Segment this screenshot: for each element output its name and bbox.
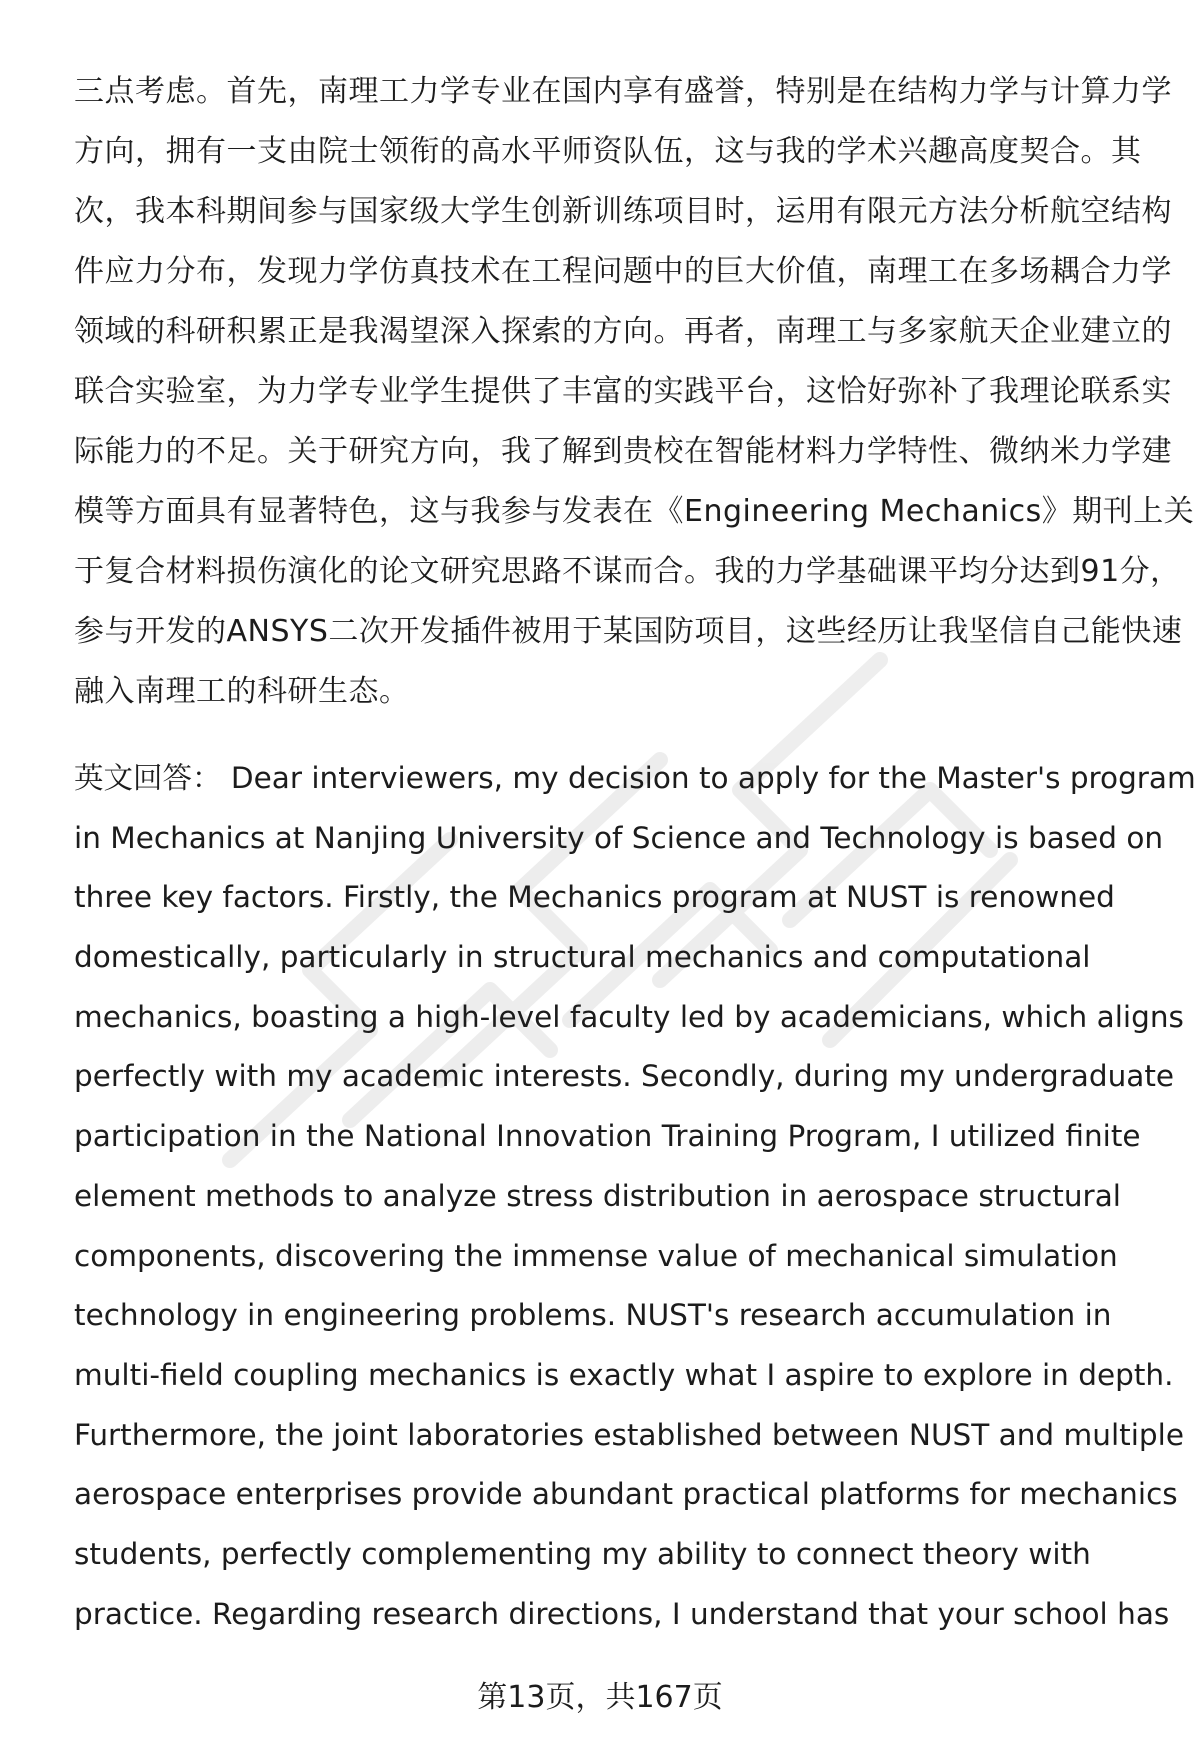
en-text-line: aerospace enterprises provide abundant practical platforms for mechanics — [74, 1477, 1178, 1512]
en-text-line: practice. Regarding research directions, I understand that your school has — [74, 1596, 1170, 1631]
en-text-line: students, perfectly complementing my ability to connect theory with — [74, 1536, 1091, 1571]
document-body — [74, 62, 1196, 1644]
en-text-line: components, discovering the immense value of mechanical simulation — [74, 1238, 1118, 1273]
en-text-line: participation in the National Innovation Training Program, I utilized finite — [74, 1119, 1141, 1154]
english-answer-paragraph — [74, 749, 1196, 1644]
cn-text-line: 际能力的不足。关于研究方向，我了解到贵校在智能材料力学特性、微纳米力学建 — [74, 434, 1172, 469]
cn-text-line: 次，我本科期间参与国家级大学生创新训练项目时，运用有限元方法分析航空结构 — [74, 194, 1172, 229]
en-text-line: in Mechanics at Nanjing University of Science and Technology is based on — [74, 820, 1164, 855]
en-text-line: element methods to analyze stress distribution in aerospace structural — [74, 1178, 1121, 1213]
cn-text-line: 件应力分布，发现力学仿真技术在工程问题中的巨大价值，南理工在多场耦合力学 — [74, 254, 1172, 289]
en-text-line: mechanics, boasting a high-level faculty led by academicians, which aligns — [74, 999, 1184, 1034]
cn-text-line: 联合实验室，为力学专业学生提供了丰富的实践平台，这恰好弥补了我理论联系实 — [74, 374, 1172, 409]
en-text-line: Furthermore, the joint laboratories established between NUST and multiple — [74, 1417, 1184, 1452]
en-text-line: multi-field coupling mechanics is exactly what I aspire to explore in depth. — [74, 1357, 1174, 1392]
en-text-line: 英文回答： Dear interviewers, my decision to apply for the Master's program — [74, 761, 1196, 795]
en-text-line: perfectly with my academic interests. Secondly, during my undergraduate — [74, 1059, 1175, 1094]
cn-text-line: 参与开发的ANSYS二次开发插件被用于某国防项目，这些经历让我坚信自己能快速 — [74, 614, 1183, 649]
page-number-footer: 第13页，共167页 — [477, 1680, 723, 1715]
cn-text-line: 融入南理工的科研生态。 — [74, 674, 410, 709]
en-text-line: domestically, particularly in structural mechanics and computational — [74, 940, 1091, 975]
cn-text-line: 三点考虑。首先，南理工力学专业在国内享有盛誉，特别是在结构力学与计算力学 — [74, 74, 1172, 109]
en-text-line: technology in engineering problems. NUST's research accumulation in — [74, 1298, 1112, 1333]
chinese-answer-paragraph — [74, 62, 1195, 722]
en-text-line: three key factors. Firstly, the Mechanics program at NUST is renowned — [74, 880, 1115, 915]
cn-text-line: 模等方面具有显著特色，这与我参与发表在《Engineering Mechanics》期刊上关 — [74, 494, 1195, 529]
cn-text-line: 方向，拥有一支由院士领衔的高水平师资队伍，这与我的学术兴趣高度契合。其 — [74, 134, 1142, 169]
cn-text-line: 领域的科研积累正是我渴望深入探索的方向。再者，南理工与多家航天企业建立的 — [74, 314, 1172, 349]
cn-text-line: 于复合材料损伤演化的论文研究思路不谋而合。我的力学基础课平均分达到91分， — [74, 554, 1181, 589]
